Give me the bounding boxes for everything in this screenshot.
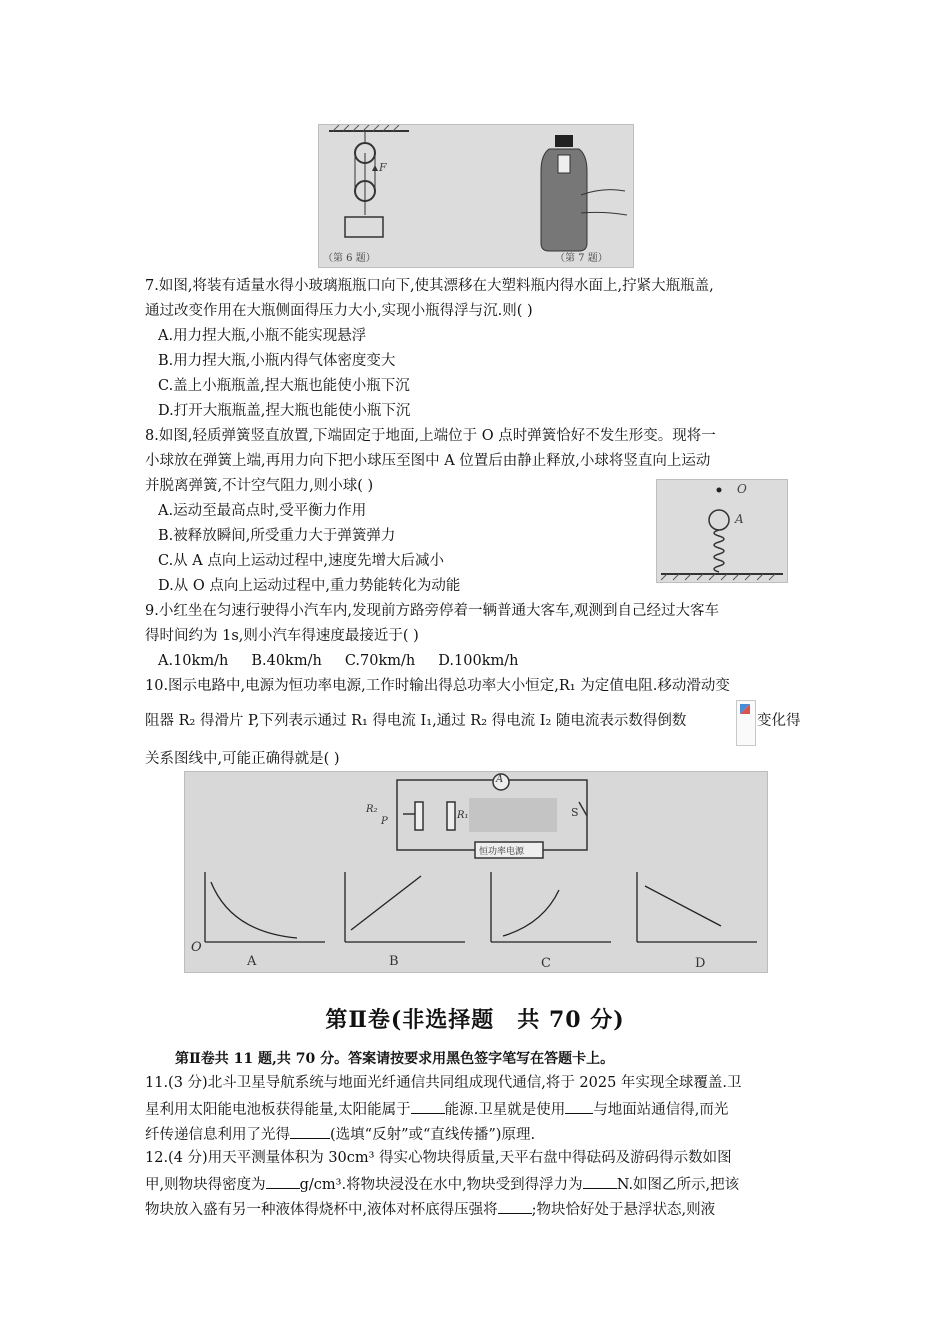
circuit-graphs-drawing — [185, 772, 767, 972]
q8-stem-line2: 小球放在弹簧上端,再用力向下把小球压至图中 A 位置后由静止释放,小球将竖直向上运动 — [145, 453, 711, 469]
q11-blank-1[interactable] — [411, 1098, 445, 1114]
q11-line2 — [145, 1098, 728, 1120]
graph-label-c: C — [541, 956, 551, 971]
q9-stem-line1: 9.小红坐在匀速行驶得小汽车内,发现前方路旁停着一辆普通大客车,观测到自己经过大客车 — [145, 603, 720, 619]
q11-line2-part1: 星利用太阳能电池板获得能量,太阳能属于 — [145, 1102, 411, 1118]
label-power-source: 恒功率电源 — [479, 847, 525, 857]
q12-line2-part1: 甲,则物块得密度为 — [145, 1177, 266, 1193]
graph-label-d: D — [695, 956, 706, 971]
figure-q10-circuit-graphs — [184, 771, 768, 973]
label-slider: P — [381, 816, 388, 827]
graph-label-b: B — [389, 954, 399, 969]
q12-blank-2[interactable] — [583, 1173, 617, 1189]
q7-stem-line1: 7.如图,将装有适量水得小玻璃瓶瓶口向下,使其漂移在大塑料瓶内得水面上,拧紧大瓶瓶盖, — [145, 278, 714, 294]
q8-option-a: A.运动至最高点时,受平衡力作用 — [158, 503, 367, 519]
figure-q8-spring — [656, 479, 788, 583]
q12-line1: 12.(4 分)用天平测量体积为 30cm³ 得实心物块得质量,天平右盘中得砝码及游码得示数如图 — [145, 1150, 732, 1166]
caption-q6: （第 6 题） — [323, 253, 376, 264]
q10-stem-line3: 关系图线中,可能正确得就是( ) — [145, 751, 340, 767]
origin-a: O — [191, 940, 202, 955]
caption-q7: （第 7 题） — [555, 253, 608, 264]
q11-line2-part2: 能源.卫星就是使用 — [444, 1102, 566, 1118]
q7-option-b: B.用力捏大瓶,小瓶内得气体密度变大 — [158, 353, 396, 369]
q9-options: A.10km/h B.40km/h C.70km/h D.100km/h — [158, 653, 519, 669]
figure-q6-q7 — [318, 124, 634, 268]
q11-line2-part3: 与地面站通信得,而光 — [593, 1102, 729, 1118]
q12-blank-1[interactable] — [266, 1173, 300, 1189]
q10-stem-line2a: 阻器 R₂ 得滑片 P,下列表示通过 R₁ 得电流 I₁,通过 R₂ 得电流 I₂ 随电流表示数得倒数 — [145, 713, 687, 729]
q10-stem-line2b: 变化得 — [757, 713, 801, 729]
spring-drawing — [657, 480, 787, 582]
q8-stem-line3: 并脱离弹簧,不计空气阻力,则小球( ) — [145, 478, 374, 494]
q8-option-c: C.从 A 点向上运动过程中,速度先增大后减小 — [158, 553, 444, 569]
q12-line2 — [145, 1173, 739, 1195]
q12-line3 — [145, 1198, 715, 1220]
q11-line3 — [145, 1123, 535, 1145]
section-title: 第Ⅱ卷(非选择题 共 70 分) — [325, 1007, 625, 1033]
label-ammeter: A — [496, 774, 504, 785]
spring-point-a: A — [735, 512, 744, 526]
label-r2: R₂ — [366, 804, 378, 815]
fraction-image-icon — [736, 700, 756, 746]
q7-option-a: A.用力捏大瓶,小瓶不能实现悬浮 — [158, 328, 367, 344]
q7-stem-line2: 通过改变作用在大瓶侧面得压力大小,实现小瓶得浮与沉.则( ) — [145, 303, 533, 319]
q8-option-b: B.被释放瞬间,所受重力大于弹簧弹力 — [158, 528, 396, 544]
q9-stem-line2: 得时间约为 1s,则小汽车得速度最接近于( ) — [145, 628, 419, 644]
q12-line2-part3: N.如图乙所示,把该 — [616, 1177, 740, 1193]
q12-line3-part1: 物块放入盛有另一种液体得烧杯中,液体对杯底得压强将 — [145, 1202, 498, 1218]
force-label: F — [379, 161, 387, 174]
spring-point-o: O — [737, 482, 747, 496]
q12-line3-part2: ;物块恰好处于悬浮状态,则液 — [531, 1202, 716, 1218]
section-note: 第Ⅱ卷共 11 题,共 70 分。答案请按要求用黑色签字笔写在答题卡上。 — [175, 1051, 615, 1067]
q11-line3-part2: (选填“反射”或“直线传播”)原理. — [330, 1127, 536, 1143]
q8-option-d: D.从 O 点向上运动过程中,重力势能转化为动能 — [158, 578, 461, 594]
q10-stem-line1: 10.图示电路中,电源为恒功率电源,工作时输出得总功率大小恒定,R₁ 为定值电阻.移动滑动变 — [145, 678, 730, 694]
q8-stem-line1: 8.如图,轻质弹簧竖直放置,下端固定于地面,上端位于 O 点时弹簧恰好不发生形变。现将一 — [145, 428, 716, 444]
label-switch: S — [571, 806, 579, 819]
q12-line2-part2: g/cm³.将物块浸没在水中,物块受到得浮力为 — [299, 1177, 583, 1193]
q11-blank-2[interactable] — [565, 1098, 593, 1114]
label-r1: R₁ — [457, 810, 469, 821]
q11-blank-3[interactable] — [290, 1123, 330, 1139]
pulley-bottle-drawing — [319, 125, 633, 267]
q11-line1: 11.(3 分)北斗卫星导航系统与地面光纤通信共同组成现代通信,将于 2025 年实现全球覆盖.卫 — [145, 1075, 742, 1091]
q7-option-c: C.盖上小瓶瓶盖,捏大瓶也能使小瓶下沉 — [158, 378, 410, 394]
q11-line3-part1: 纤传递信息利用了光得 — [145, 1127, 290, 1143]
graph-label-a: A — [247, 954, 257, 969]
q7-option-d: D.打开大瓶瓶盖,捏大瓶也能使小瓶下沉 — [158, 403, 411, 419]
q12-blank-3[interactable] — [498, 1198, 532, 1214]
